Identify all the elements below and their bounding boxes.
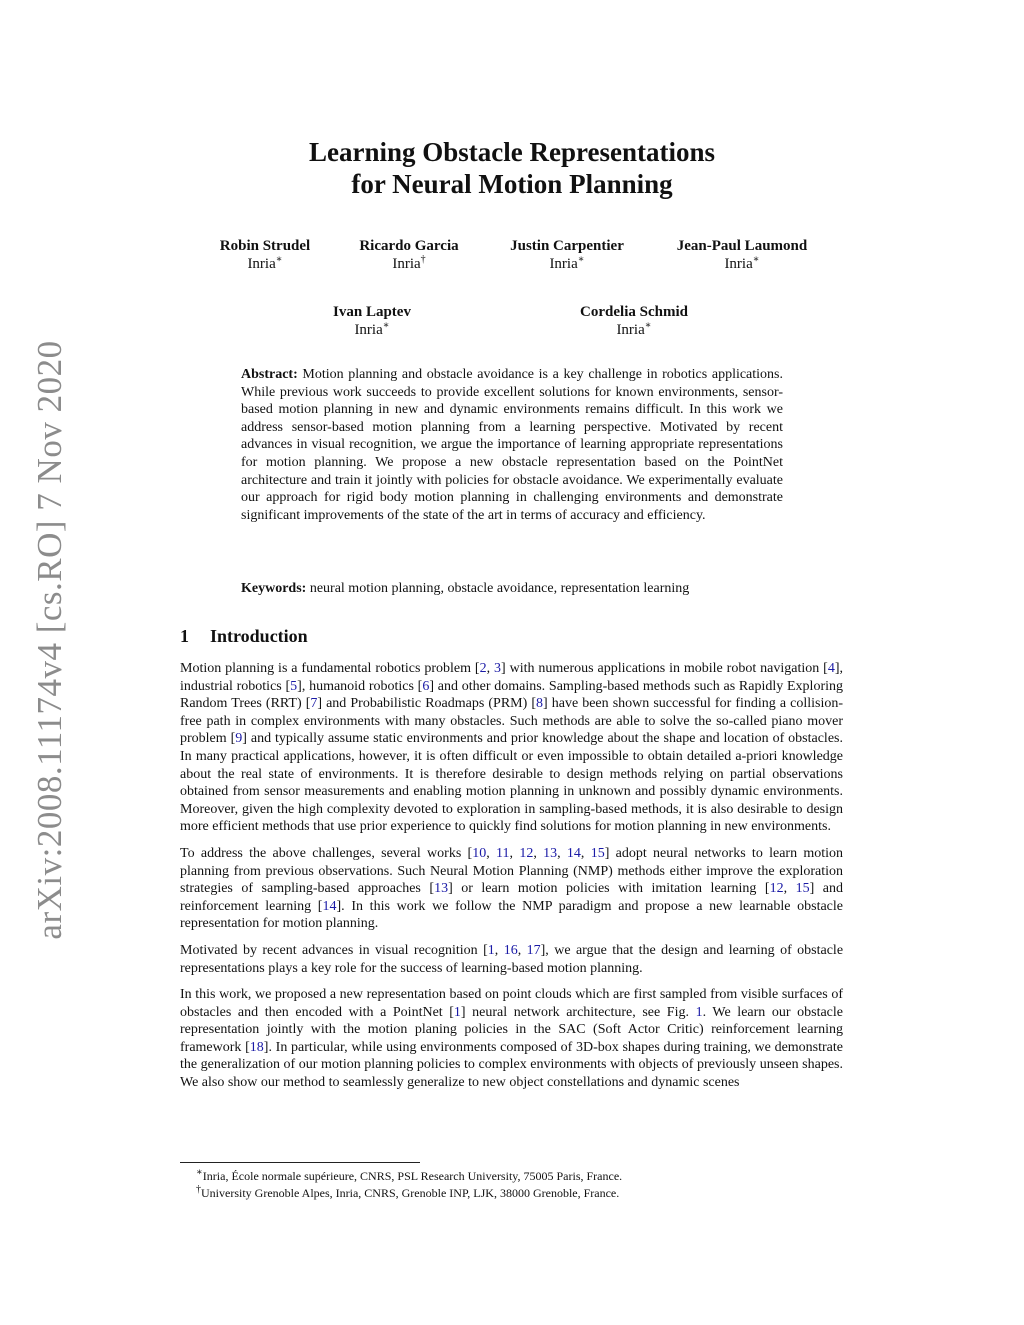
title-line-1: Learning Obstacle Representations — [309, 137, 715, 167]
paragraph: Motion planning is a fundamental robotics problem [2, 3] with numerous applications in mobile robot navigation [4], industrial robotics [5], humanoid robotics [6] and other domains. Sampling-based methods such as Rapidly Exploring Random Trees (RRT) [7] and Probabilistic Roadmaps (PRM) [8] have been shown successful for finding a collision-free path in complex environments with many obstacles. Such methods are able to solve the so-called piano mover problem [9] and typically assume static environments and prior knowledge about the shape and location of obstacles. In many practical applications, however, it is often difficult or even impossible to obtain detailed a-priori knowledge about the real state of environments. It is therefore desirable to design methods relying on partial observations obtained from sensor measurements and enabling motion planning in unknown and possibly dynamic environments. Moreover, given the high complexity devoted to exploration in sampling-based methods, it is also desirable to design more efficient methods that use prior experience to quickly find solutions for motion planning in new environments. — [180, 661, 843, 835]
author-name: Ivan Laptev — [333, 304, 411, 320]
keywords — [241, 580, 801, 598]
citation-link[interactable]: 12 — [769, 881, 784, 897]
author-1 — [200, 237, 330, 273]
section-title: Introduction — [210, 626, 308, 646]
author-name: Cordelia Schmid — [580, 304, 688, 320]
title-line-2: for Neural Motion Planning — [351, 169, 673, 199]
author-4 — [662, 237, 822, 273]
footnote-rule — [180, 1162, 420, 1163]
author-name: Justin Carpentier — [510, 238, 624, 254]
citation-link[interactable]: 5 — [290, 678, 298, 694]
paragraph: Motivated by recent advances in visual recognition [1, 16, 17], we argue that the design and learning of obstacle representations plays a key role for the success of learning-based motion planning. — [180, 942, 844, 976]
footnotes — [196, 1168, 622, 1202]
citation-link[interactable]: 4 — [827, 661, 835, 676]
author-6 — [564, 303, 704, 339]
paragraph: To address the above challenges, several works [10, 11, 12, 13, 14, 15] adopt neural networks to learn motion planning from previous observations. Such Neural Motion Planning (NMP) methods either improve the exploration strategies of sampling-based approaches [13] or learn motion policies with imitation learning [12, 15] and reinforcement learning [14]. In this work we follow the NMP paradigm and propose a new learnable obstacle representation for motion planning. — [180, 845, 844, 932]
citation-link[interactable]: 6 — [422, 678, 430, 694]
author-affiliation: Inria∗ — [549, 254, 585, 272]
abstract-label: Abstract: — [241, 367, 298, 382]
citation-link[interactable]: 7 — [310, 696, 318, 712]
author-2 — [344, 237, 474, 273]
citation-link[interactable]: 10 — [472, 845, 487, 861]
citation-link[interactable]: 1 — [453, 1004, 461, 1020]
footnote-2: †University Grenoble Alpes, Inria, CNRS, Grenoble INP, LJK, 38000 Grenoble, France. — [196, 1184, 620, 1200]
citation-link[interactable]: 13 — [434, 881, 449, 897]
citation-link[interactable]: 12 — [519, 845, 534, 861]
citation-link[interactable]: 1 — [487, 942, 495, 958]
author-3 — [492, 237, 642, 273]
author-affiliation: Inria† — [392, 254, 426, 272]
author-affiliation: Inria∗ — [724, 254, 760, 272]
citation-link[interactable]: 15 — [795, 881, 810, 897]
author-5 — [312, 303, 432, 339]
citation-link[interactable]: 1 — [695, 1004, 703, 1020]
citation-link[interactable]: 15 — [590, 845, 605, 861]
citation-link[interactable]: 16 — [503, 942, 518, 958]
keywords-text: neural motion planning, obstacle avoidance, representation learning — [309, 581, 690, 596]
abstract-text: Motion planning and obstacle avoidance is a key challenge in robotics applications. While previous work succeeds to provide excellent solutions for known environments, sensor-based motion planning in new and dynamic environments remains difficult. In this work we address sensor-based motion planning from a learning perspective. Motivated by recent advances in visual recognition, we argue the importance of learning appropriate representations for motion planning. We propose a new obstacle representation based on the PointNet architecture and train it jointly with policies for obstacle avoidance. We experimentally evaluate our approach for rigid body motion planning in challenging environments and demonstrate significant improvements of the state of the art in terms of accuracy and efficiency. — [241, 367, 784, 523]
citation-link[interactable]: 18 — [249, 1039, 264, 1055]
author-affiliation: Inria∗ — [616, 320, 652, 338]
citation-link[interactable]: 8 — [536, 696, 543, 712]
arxiv-watermark — [20, 340, 80, 940]
paper-title — [0, 136, 1024, 200]
keywords-label: Keywords: — [241, 581, 307, 596]
author-name: Ricardo Garcia — [359, 238, 459, 254]
paragraph: In this work, we proposed a new representation based on point clouds which are first sampled from visible surfaces of obstacles and then encoded with a PointNet [1] neural network architecture, see Fig. 1. We learn our obstacle representation jointly with the motion planing policies in the SAC (Soft Actor Critic) reinforcement learning framework [18]. In particular, while using environments composed of 3D-box shapes during training, we demonstrate the generalization of our motion planning policies to complex environments with objects of previously unseen shapes. We also show our method to seamlessly generalize to new object constellations and dynamic scenes — [180, 987, 843, 1091]
citation-link[interactable]: 3 — [494, 661, 501, 676]
author-name: Robin Strudel — [219, 238, 311, 254]
citation-link[interactable]: 9 — [235, 731, 243, 747]
citation-link[interactable]: 14 — [322, 898, 337, 914]
citation-link[interactable]: 2 — [479, 661, 487, 676]
abstract — [241, 366, 783, 524]
author-name: Jean-Paul Laumond — [676, 238, 808, 254]
citation-link[interactable]: 13 — [543, 845, 558, 861]
footnote-1: ∗Inria, École normale supérieure, CNRS, PSL Research University, 75005 Paris, France. — [196, 1167, 623, 1183]
citation-link[interactable]: 17 — [526, 942, 541, 958]
author-affiliation: Inria∗ — [354, 320, 390, 338]
section-heading — [180, 626, 308, 647]
introduction-body — [180, 660, 843, 1101]
section-number: 1 — [180, 626, 189, 646]
citation-link[interactable]: 14 — [566, 845, 581, 861]
author-affiliation: Inria∗ — [247, 254, 283, 272]
arxiv-id: arXiv:2008.11174v4 [cs.RO] 7 Nov 2020 — [30, 340, 69, 940]
citation-link[interactable]: 11 — [496, 845, 510, 861]
